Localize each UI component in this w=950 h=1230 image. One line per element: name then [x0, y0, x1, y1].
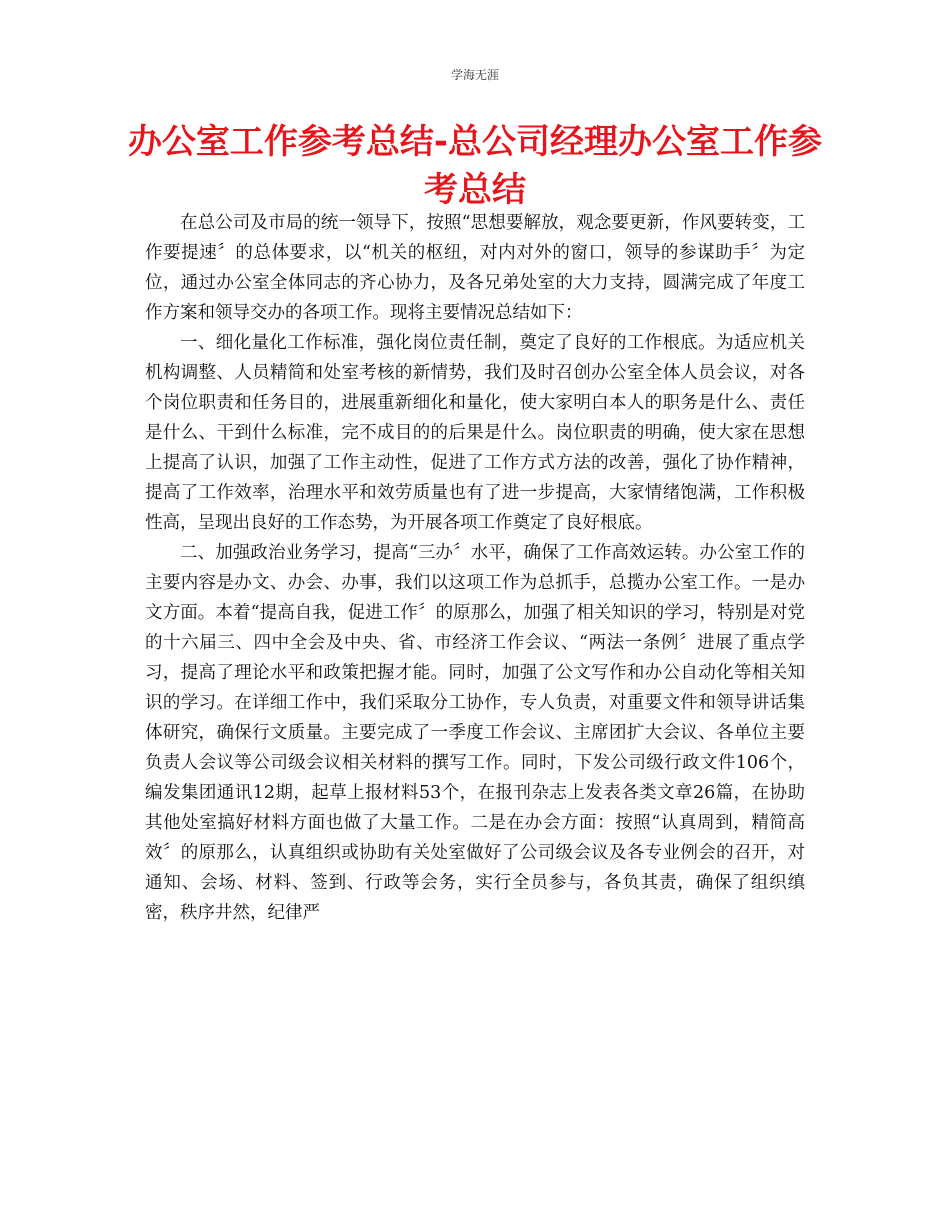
document-body — [145, 208, 805, 928]
paragraph-section-two: 二、加强政治业务学习，提高“三办〞水平，确保了工作高效运转。办公室工作的主要内容是办文、办会、办事，我们以这项工作为总抓手，总揽办公室工作。一是办文方面。本着“提高自我，促进工作〞的原那么，加强了相关知识的学习，特别是对党的十六届三、四中全会及中央、省、市经济工作会议、“两法一条例〞进展了重点学习，提高了理论水平和政策把握才能。同时，加强了公文写作和办公自动化等相关知识的学习。在详细工作中，我们采取分工协作，专人负责，对重要文件和领导讲话集体研究，确保行文质量。主要完成了一季度工作会议、主席团扩大会议、各单位主要负责人会议等公司级会议相关材料的撰写工作。同时，下发公司级行政文件106个，编发集团通讯12期，起草上报材料53个，在报刊杂志上发表各类文章26篇，在协助其他处室搞好材料方面也做了大量工作。二是在办会方面：按照“认真周到，精简高效〞的原那么，认真组织或协助有关处室做好了公司级会议及各专业例会的召开，对通知、会场、材料、签到、行政等会务，实行全员参与，各负其责，确保了组织缜密，秩序井然，纪律严 — [145, 543, 805, 923]
paragraph-intro: 在总公司及市局的统一领导下，按照“思想要解放，观念要更新，作风要转变，工作要提速〞的总体要求，以“机关的枢纽，对内对外的窗口，领导的参谋助手〞为定位，通过办公室全体同志的齐心协力，及各兄弟处室的大力支持，圆满完成了年度工作方案和领导交办的各项工作。现将主要情况总结如下： — [145, 213, 805, 323]
page-header: 学海无涯 — [450, 68, 499, 82]
paragraph-section-one: 一、细化量化工作标准，强化岗位责任制，奠定了良好的工作根底。为适应机关机构调整、人员精简和处室考核的新情势，我们及时召创办公室全体人员会议，对各个岗位职责和任务目的，进展重新细化和量化，使大家明白本人的职务是什么、责任是什么、干到什么标准，完不成目的的后果是什么。岗位职责的明确，使大家在思想上提高了认识，加强了工作主动性，促进了工作方式方法的改善，强化了协作精神，提高了工作效率，治理水平和效劳质量也有了进一步提高，大家情绪饱满，工作积极性高，呈现出良好的工作态势，为开展各项工作奠定了良好根底。 — [145, 333, 805, 533]
document-title: 办公室工作参考总结-总公司经理办公室工作参考总结 — [127, 122, 823, 210]
